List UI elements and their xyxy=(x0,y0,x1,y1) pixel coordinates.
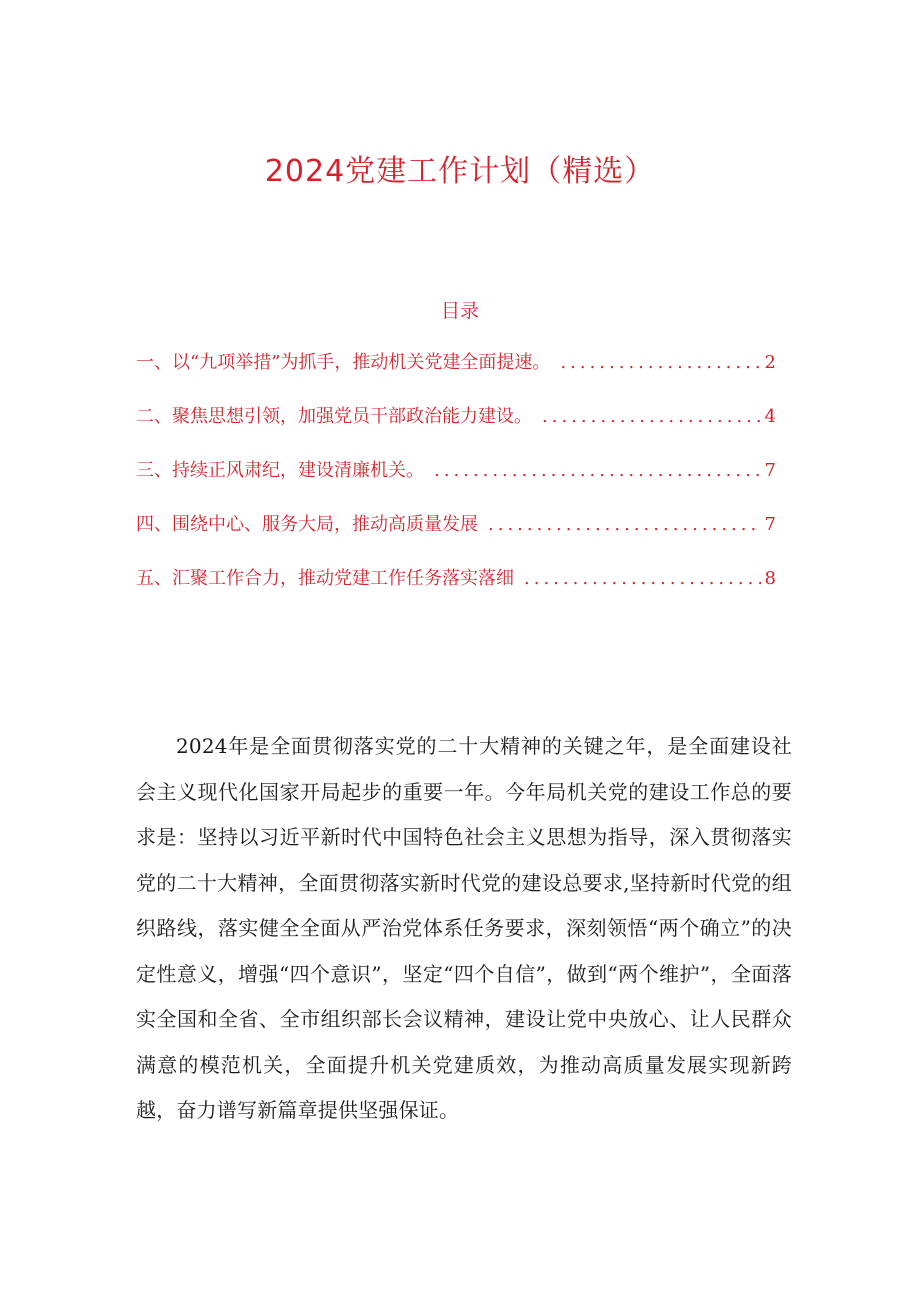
toc-item-text: 一、以“九项举措”为抓手，推动机关党建全面提速。 xyxy=(136,352,551,373)
toc-item-text: 三、持续正风肃纪，建设清廉机关。 xyxy=(136,460,424,481)
toc-item-2[interactable] xyxy=(136,400,776,454)
toc-page-number: 8 xyxy=(764,568,776,589)
toc-item-3[interactable] xyxy=(136,454,776,508)
document-title: 2024党建工作计划（精选） xyxy=(264,154,656,189)
toc-heading: 目录 xyxy=(440,300,479,322)
toc-page-number: 4 xyxy=(764,406,776,427)
toc-item-text: 四、围绕中心、服务大局，推动高质量发展 xyxy=(136,514,478,535)
toc-dot-leader xyxy=(560,346,760,380)
toc-item-1[interactable] xyxy=(136,346,776,400)
toc-item-4[interactable] xyxy=(136,508,776,562)
table-of-contents xyxy=(136,346,776,616)
toc-item-5[interactable] xyxy=(136,562,776,616)
toc-page-number: 7 xyxy=(764,514,776,535)
body-paragraph: 2024年是全面贯彻落实党的二十大精神的关键之年，是全面建设社会主义现代化国家开局起步的重要一年。今年局机关党的建设工作总的要求是：坚持以习近平新时代中国特色社会主义思想为指导，深入贯彻落实党的二十大精神，全面贯彻落实新时代党的建设总要求,坚持新时代党的组织路线，落实健全全面从严治党体系任务要求，深刻领悟“两个确立”的决定性意义，增强“四个意识”，坚定“四个自信”，做到“两个维护”，全面落实全国和全省、全市组织部长会议精神，建设让党中央放心、让人民群众满意的模范机关，全面提升机关党建质效，为推动高质量发展实现新跨越，奋力谱写新篇章提供坚强保证。 xyxy=(136,734,792,1122)
toc-item-text: 五、汇聚工作合力，推动党建工作任务落实落细 xyxy=(136,568,514,589)
toc-page-number: 7 xyxy=(764,460,776,481)
toc-dot-leader xyxy=(542,400,761,434)
toc-page-number: 2 xyxy=(764,352,776,373)
toc-dot-leader xyxy=(524,562,761,596)
toc-dot-leader xyxy=(488,508,761,542)
toc-item-text: 二、聚焦思想引领，加强党员干部政治能力建设。 xyxy=(136,406,532,427)
toc-dot-leader xyxy=(434,454,761,488)
